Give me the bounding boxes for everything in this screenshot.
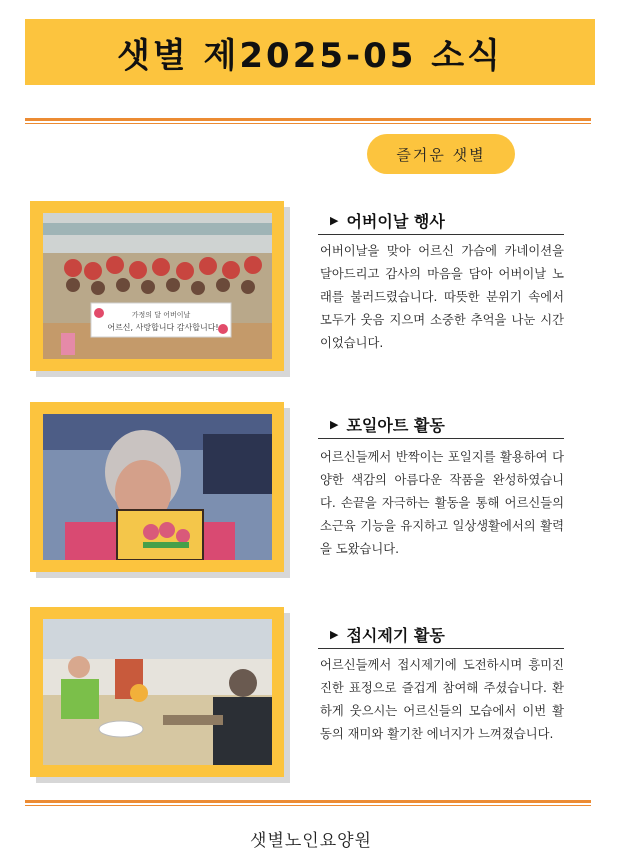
subtitle-pill: 즐거운 샛별	[367, 134, 515, 174]
top-divider	[25, 118, 591, 124]
photo-frame-foil-art	[30, 402, 284, 572]
photo-foil-art	[43, 414, 272, 560]
header-banner	[25, 19, 595, 85]
section-body-foil-art: 어르신들께서 반짝이는 포일지를 활용하여 다양한 색감의 아름다운 작품을 완성하였습니다. 손끝을 자극하는 활동을 통해 어르신들의 소근육 기능을 유지하고 일상생활에서의 활력을 도왔습니다.	[320, 450, 564, 556]
section-heading: 포일아트 활동	[346, 415, 445, 435]
triangle-bullet-icon: ▶	[330, 213, 339, 227]
section-body-parents-day: 어버이날을 맞아 어르신 가슴에 카네이션을 달아드리고 감사의 마음을 담아 어버이날 노래를 불러드렸습니다. 따뜻한 분위기 속에서 모두가 웃음 지으며 소중한 추억을 나눈 시간이었습니다.	[320, 244, 564, 350]
bottom-divider	[25, 800, 591, 806]
banner-line-1: 가정의 달 어버이날	[131, 311, 191, 319]
photo-frame-plate-jegi	[30, 607, 284, 777]
section-heading: 접시제기 활동	[346, 625, 445, 645]
triangle-bullet-icon: ▶	[330, 627, 339, 641]
section-heading: 어버이날 행사	[346, 211, 445, 231]
triangle-bullet-icon: ▶	[330, 417, 339, 431]
section-title-foil-art	[318, 410, 564, 439]
page-title: 샛별 제2025-05 소식	[117, 35, 503, 76]
photo-frame-parents-day	[30, 201, 284, 371]
section-body-plate-jegi: 어르신들께서 접시제기에 도전하시며 흥미진진한 표정으로 즐겁게 참여해 주셨습니다. 환하게 웃으시는 어르신들의 모습에서 이번 활동의 재미와 활기찬 에너지가 느껴졌습니다.	[320, 658, 564, 741]
section-title-parents-day	[318, 206, 564, 235]
footer-org-name: 샛별노인요양원	[250, 831, 372, 851]
section-title-plate-jegi	[318, 620, 564, 649]
photo-plate-jegi	[43, 619, 272, 765]
banner-line-2: 어르신, 사랑합니다 감사합니다!	[107, 323, 219, 332]
photo-parents-day	[43, 213, 272, 359]
